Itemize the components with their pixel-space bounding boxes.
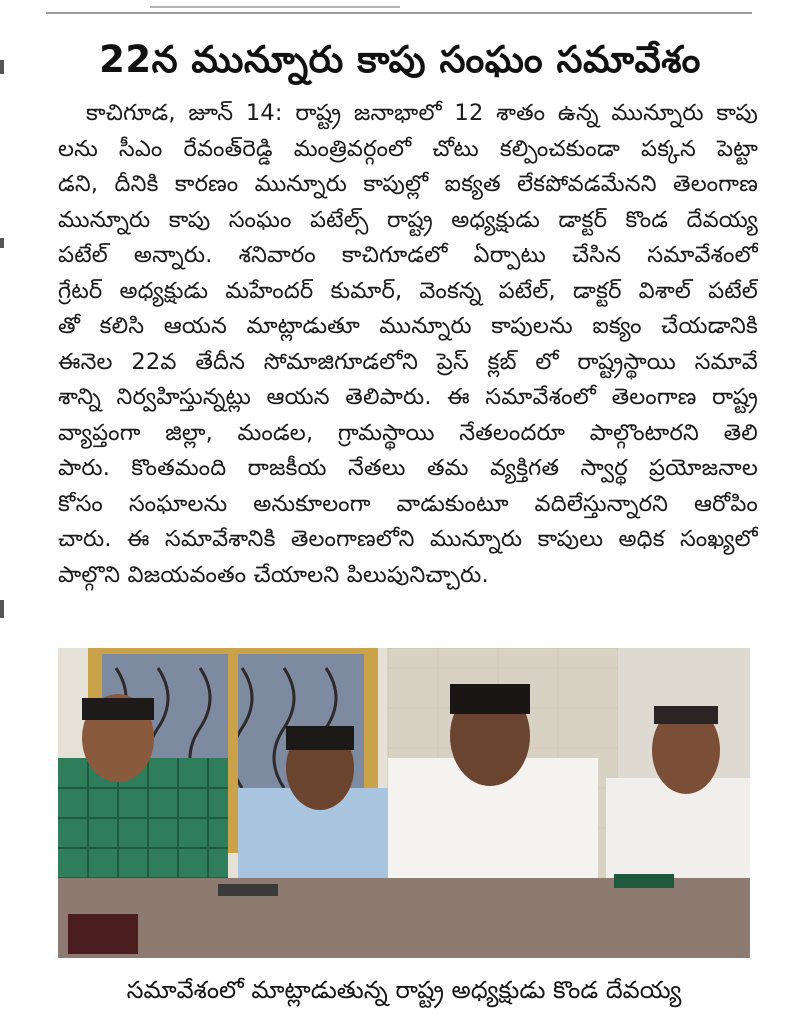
article-body [58, 96, 758, 593]
article-line: మున్నూరు కాపు సంఘం పటేల్స్ రాష్ట్ర అధ్యక్షుడు డాక్టర్ కొండ దేవయ్య [58, 206, 758, 233]
left-edge-fragment [0, 600, 4, 618]
article-line: డని, దీనికి కారణం మున్నూరు కాపుల్లో ఐక్యత లేకపోవడమేనని తెలంగాణ [58, 171, 758, 197]
headline: 22న మున్నూరు కాపు సంఘం సమావేశం [99, 38, 701, 81]
article-line: చారు. ఈ సమావేశానికి తెలంగాణలోని మున్నూరు కాపులు అధిక సంఖ్యలో [58, 526, 758, 552]
article-line: శాన్ని నిర్వహిస్తున్నట్లు ఆయన తెలిపారు. ఈ సమావేశంలో తెలంగాణ రాష్ట్ర [58, 384, 758, 410]
article-line: ఈనెల 22వ తేదీన సోమాజిగూడలోని ప్రెస్ క్లబ్ లో రాష్ట్రస్థాయి సమావే [58, 348, 758, 375]
article-line: పాల్గొని విజయవంతం చేయాలని పిలుపునిచ్చారు. [58, 561, 489, 588]
left-edge-fragment [0, 60, 4, 74]
article-line: పారు. కొంతమంది రాజకీయ నేతలు తమ వ్యక్తిగత స్వార్థ ప్రయోజనాల [58, 455, 758, 481]
article-line: వ్యాప్తంగా జిల్లా, మండల, గ్రామస్థాయి నేతలందరూ పాల్గొంటారని తెలి [58, 419, 758, 446]
article-line: కాచిగూడ, జూన్ 14: రాష్ట్ర జనాభాలో 12 శాతం ఉన్న మున్నూరు కాపు [86, 100, 758, 126]
article-line: పటేల్ అన్నారు. శనివారం కాచిగూడలో ఏర్పాటు చేసిన సమావేశంలో [58, 242, 758, 268]
photo-caption: సమావేశంలో మాట్లాడుతున్న రాష్ట్ర అధ్యక్షుడు కొండ దేవయ్య [126, 976, 682, 1004]
top-fragment-rule [150, 0, 400, 8]
left-edge-fragment [0, 238, 4, 248]
article-line: లను సీఎం రేవంత్‌రెడ్డి మంత్రివర్గంలో చోటు కల్పించకుండా పక్కన పెట్టా [58, 135, 758, 162]
article-line: కోసం సంఘాలను అనుకూలంగా వాడుకుంటూ వదిలేస్తున్నారని ఆరోపిం [58, 490, 758, 517]
article-line: తో కలిసి ఆయన మాట్లాడుతూ మున్నూరు కాపులను ఐక్యం చేయడానికి [58, 313, 758, 339]
news-photo [58, 648, 750, 958]
news-photo-illustration [58, 648, 750, 958]
article-line: గ్రేటర్ అధ్యక్షుడు మహేందర్ కుమార్, వెంకన్న పటేల్, డాక్టర్ విశాల్ పటేల్ [58, 277, 758, 304]
top-divider [46, 12, 752, 14]
